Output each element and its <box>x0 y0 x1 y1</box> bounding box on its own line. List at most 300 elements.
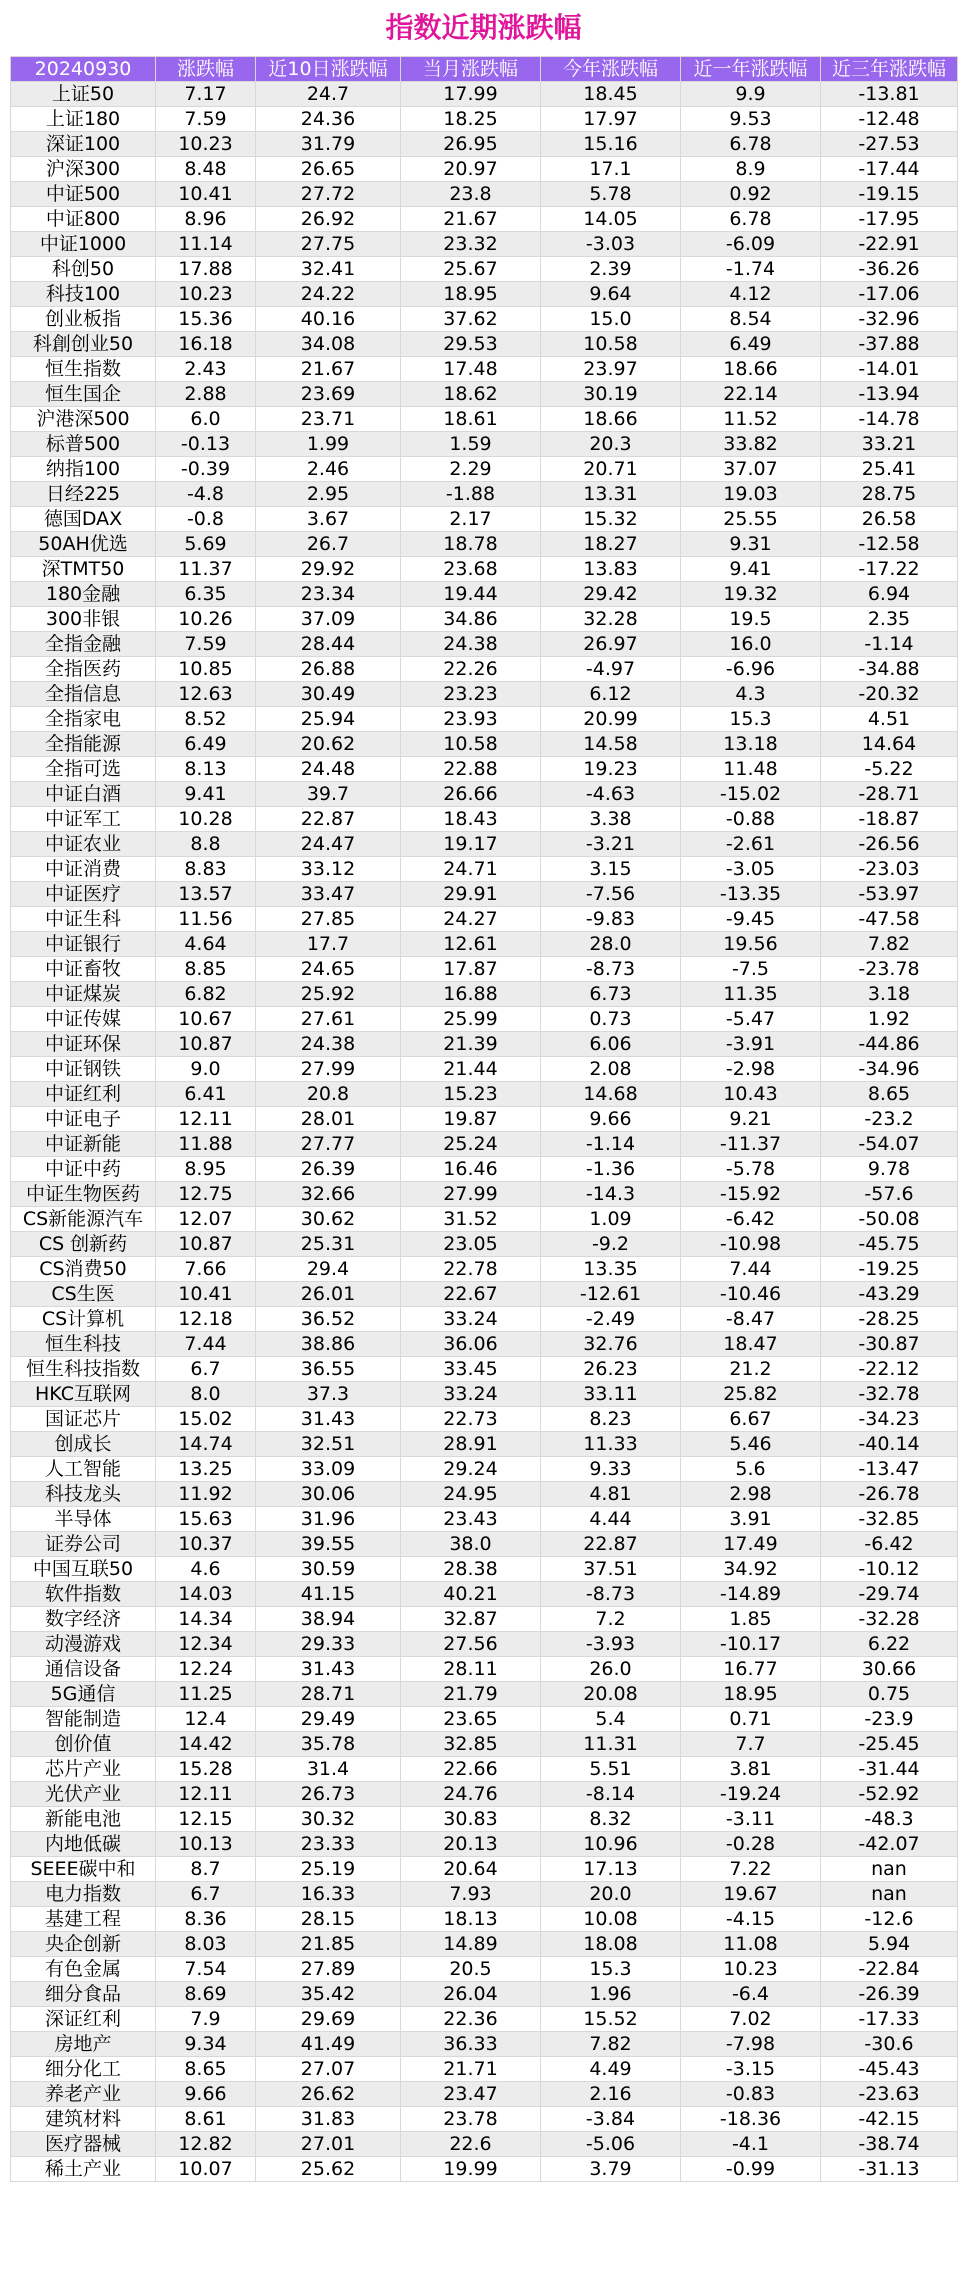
value-cell: 23.68 <box>401 557 541 582</box>
value-cell: 22.88 <box>401 757 541 782</box>
value-cell: 20.97 <box>401 157 541 182</box>
value-cell: 7.9 <box>156 2007 256 2032</box>
value-cell: -1.88 <box>401 482 541 507</box>
table-row <box>11 1582 958 1607</box>
value-cell: 2.46 <box>256 457 401 482</box>
table-row <box>11 107 958 132</box>
value-cell: 7.02 <box>681 2007 821 2032</box>
value-cell: 26.65 <box>256 157 401 182</box>
value-cell: 28.38 <box>401 1557 541 1582</box>
value-cell: 36.33 <box>401 2032 541 2057</box>
value-cell: nan <box>821 1857 958 1882</box>
value-cell: 25.67 <box>401 257 541 282</box>
value-cell: 32.28 <box>541 607 681 632</box>
value-cell: 12.11 <box>156 1107 256 1132</box>
value-cell: 23.78 <box>401 2107 541 2132</box>
value-cell: -5.06 <box>541 2132 681 2157</box>
value-cell: 4.64 <box>156 932 256 957</box>
table-row <box>11 1057 958 1082</box>
index-name-cell: 内地低碳 <box>11 1832 156 1857</box>
value-cell: 25.62 <box>256 2157 401 2182</box>
value-cell: 10.08 <box>541 1907 681 1932</box>
value-cell: -1.74 <box>681 257 821 282</box>
value-cell: 2.43 <box>156 357 256 382</box>
value-cell: 25.31 <box>256 1232 401 1257</box>
value-cell: 9.31 <box>681 532 821 557</box>
value-cell: -57.6 <box>821 1182 958 1207</box>
value-cell: 6.7 <box>156 1882 256 1907</box>
value-cell: -5.78 <box>681 1157 821 1182</box>
value-cell: 17.88 <box>156 257 256 282</box>
value-cell: 12.63 <box>156 682 256 707</box>
value-cell: -14.89 <box>681 1582 821 1607</box>
value-cell: 11.33 <box>541 1432 681 1457</box>
table-row <box>11 857 958 882</box>
value-cell: 17.87 <box>401 957 541 982</box>
value-cell: 31.43 <box>256 1657 401 1682</box>
value-cell: 15.36 <box>156 307 256 332</box>
value-cell: 9.66 <box>156 2082 256 2107</box>
value-cell: 25.99 <box>401 1007 541 1032</box>
value-cell: 23.97 <box>541 357 681 382</box>
index-name-cell: 动漫游戏 <box>11 1632 156 1657</box>
value-cell: 34.86 <box>401 607 541 632</box>
value-cell: 21.71 <box>401 2057 541 2082</box>
value-cell: 18.27 <box>541 532 681 557</box>
value-cell: 23.65 <box>401 1707 541 1732</box>
table-row <box>11 1507 958 1532</box>
value-cell: 26.23 <box>541 1357 681 1382</box>
value-cell: 27.99 <box>401 1182 541 1207</box>
table-row <box>11 507 958 532</box>
value-cell: -1.14 <box>541 1132 681 1157</box>
value-cell: 23.43 <box>401 1507 541 1532</box>
value-cell: 19.5 <box>681 607 821 632</box>
value-cell: 6.06 <box>541 1032 681 1057</box>
index-name-cell: 细分食品 <box>11 1982 156 2007</box>
index-name-cell: 细分化工 <box>11 2057 156 2082</box>
value-cell: -27.53 <box>821 132 958 157</box>
table-row <box>11 232 958 257</box>
value-cell: 5.6 <box>681 1457 821 1482</box>
value-cell: 36.52 <box>256 1307 401 1332</box>
value-cell: -8.47 <box>681 1307 821 1332</box>
table-row <box>11 1657 958 1682</box>
value-cell: 26.97 <box>541 632 681 657</box>
index-name-cell: 恒生科技 <box>11 1332 156 1357</box>
value-cell: -8.73 <box>541 1582 681 1607</box>
value-cell: 1.09 <box>541 1207 681 1232</box>
value-cell: 10.37 <box>156 1532 256 1557</box>
table-row <box>11 1332 958 1357</box>
value-cell: 33.12 <box>256 857 401 882</box>
value-cell: 6.49 <box>681 332 821 357</box>
value-cell: 26.92 <box>256 207 401 232</box>
value-cell: 19.32 <box>681 582 821 607</box>
table-row <box>11 1957 958 1982</box>
value-cell: 15.52 <box>541 2007 681 2032</box>
column-header: 今年涨跌幅 <box>541 57 681 82</box>
value-cell: -7.98 <box>681 2032 821 2057</box>
value-cell: 32.87 <box>401 1607 541 1632</box>
table-row <box>11 1882 958 1907</box>
value-cell: 30.06 <box>256 1482 401 1507</box>
index-name-cell: 中证银行 <box>11 932 156 957</box>
value-cell: 25.92 <box>256 982 401 1007</box>
value-cell: 9.78 <box>821 1157 958 1182</box>
index-name-cell: 建筑材料 <box>11 2107 156 2132</box>
value-cell: 6.67 <box>681 1407 821 1432</box>
value-cell: -23.78 <box>821 957 958 982</box>
value-cell: -5.22 <box>821 757 958 782</box>
value-cell: 27.07 <box>256 2057 401 2082</box>
value-cell: -15.02 <box>681 782 821 807</box>
value-cell: 30.62 <box>256 1207 401 1232</box>
value-cell: 37.3 <box>256 1382 401 1407</box>
table-row <box>11 1407 958 1432</box>
value-cell: 3.15 <box>541 857 681 882</box>
value-cell: 24.22 <box>256 282 401 307</box>
value-cell: 10.43 <box>681 1082 821 1107</box>
value-cell: 10.96 <box>541 1832 681 1857</box>
value-cell: 17.97 <box>541 107 681 132</box>
value-cell: 14.89 <box>401 1932 541 1957</box>
value-cell: -3.91 <box>681 1032 821 1057</box>
value-cell: 7.66 <box>156 1257 256 1282</box>
value-cell: 21.79 <box>401 1682 541 1707</box>
value-cell: 8.65 <box>156 2057 256 2082</box>
index-name-cell: 恒生科技指数 <box>11 1357 156 1382</box>
value-cell: -8.14 <box>541 1782 681 1807</box>
value-cell: -14.01 <box>821 357 958 382</box>
value-cell: -17.33 <box>821 2007 958 2032</box>
value-cell: 41.15 <box>256 1582 401 1607</box>
value-cell: 12.18 <box>156 1307 256 1332</box>
value-cell: 3.91 <box>681 1507 821 1532</box>
value-cell: 18.62 <box>401 382 541 407</box>
index-name-cell: 中国互联50 <box>11 1557 156 1582</box>
index-name-cell: 科技龙头 <box>11 1482 156 1507</box>
value-cell: 30.32 <box>256 1807 401 1832</box>
value-cell: 14.58 <box>541 732 681 757</box>
table-row <box>11 657 958 682</box>
value-cell: 27.72 <box>256 182 401 207</box>
index-name-cell: 深证红利 <box>11 2007 156 2032</box>
table-row <box>11 407 958 432</box>
value-cell: -38.74 <box>821 2132 958 2157</box>
index-name-cell: 中证红利 <box>11 1082 156 1107</box>
value-cell: 37.62 <box>401 307 541 332</box>
value-cell: -7.5 <box>681 957 821 982</box>
value-cell: 11.48 <box>681 757 821 782</box>
value-cell: 38.86 <box>256 1332 401 1357</box>
value-cell: 10.58 <box>541 332 681 357</box>
table-row <box>11 2032 958 2057</box>
value-cell: -4.63 <box>541 782 681 807</box>
value-cell: 8.85 <box>156 957 256 982</box>
value-cell: 26.88 <box>256 657 401 682</box>
table-row <box>11 632 958 657</box>
value-cell: 4.12 <box>681 282 821 307</box>
value-cell: 16.33 <box>256 1882 401 1907</box>
value-cell: 2.29 <box>401 457 541 482</box>
value-cell: 10.07 <box>156 2157 256 2182</box>
value-cell: 15.32 <box>541 507 681 532</box>
value-cell: 20.8 <box>256 1082 401 1107</box>
value-cell: -34.96 <box>821 1057 958 1082</box>
value-cell: 8.48 <box>156 157 256 182</box>
value-cell: -26.39 <box>821 1982 958 2007</box>
value-cell: nan <box>821 1882 958 1907</box>
value-cell: 27.01 <box>256 2132 401 2157</box>
value-cell: 6.94 <box>821 582 958 607</box>
value-cell: 22.66 <box>401 1757 541 1782</box>
value-cell: -7.56 <box>541 882 681 907</box>
value-cell: 19.03 <box>681 482 821 507</box>
value-cell: 13.18 <box>681 732 821 757</box>
value-cell: 31.4 <box>256 1757 401 1782</box>
value-cell: 11.25 <box>156 1682 256 1707</box>
index-name-cell: SEEE碳中和 <box>11 1857 156 1882</box>
value-cell: 6.12 <box>541 682 681 707</box>
value-cell: -17.44 <box>821 157 958 182</box>
value-cell: -17.95 <box>821 207 958 232</box>
index-name-cell: CS新能源汽车 <box>11 1207 156 1232</box>
value-cell: 36.06 <box>401 1332 541 1357</box>
value-cell: 7.44 <box>156 1332 256 1357</box>
value-cell: 29.49 <box>256 1707 401 1732</box>
value-cell: 7.54 <box>156 1957 256 1982</box>
table-row <box>11 1832 958 1857</box>
value-cell: 1.59 <box>401 432 541 457</box>
table-row <box>11 957 958 982</box>
table-row <box>11 557 958 582</box>
index-name-cell: 稀土产业 <box>11 2157 156 2182</box>
value-cell: 18.61 <box>401 407 541 432</box>
value-cell: 2.39 <box>541 257 681 282</box>
value-cell: 31.83 <box>256 2107 401 2132</box>
value-cell: -44.86 <box>821 1032 958 1057</box>
index-name-cell: HKC互联网 <box>11 1382 156 1407</box>
value-cell: 6.78 <box>681 132 821 157</box>
value-cell: 6.73 <box>541 982 681 1007</box>
value-cell: -9.45 <box>681 907 821 932</box>
index-name-cell: 科創创业50 <box>11 332 156 357</box>
index-name-cell: 沪深300 <box>11 157 156 182</box>
value-cell: -6.4 <box>681 1982 821 2007</box>
value-cell: 23.69 <box>256 382 401 407</box>
value-cell: -45.75 <box>821 1232 958 1257</box>
value-cell: 16.0 <box>681 632 821 657</box>
value-cell: 8.8 <box>156 832 256 857</box>
value-cell: 15.0 <box>541 307 681 332</box>
value-cell: 11.35 <box>681 982 821 1007</box>
value-cell: -23.03 <box>821 857 958 882</box>
value-cell: 21.67 <box>401 207 541 232</box>
index-name-cell: 中证医疗 <box>11 882 156 907</box>
table-body <box>11 82 958 2182</box>
value-cell: -8.73 <box>541 957 681 982</box>
value-cell: -13.47 <box>821 1457 958 1482</box>
value-cell: 15.02 <box>156 1407 256 1432</box>
value-cell: -9.83 <box>541 907 681 932</box>
index-name-cell: 中证环保 <box>11 1032 156 1057</box>
value-cell: 10.87 <box>156 1032 256 1057</box>
value-cell: 18.43 <box>401 807 541 832</box>
table-row <box>11 2082 958 2107</box>
value-cell: 20.62 <box>256 732 401 757</box>
value-cell: 2.17 <box>401 507 541 532</box>
value-cell: 18.08 <box>541 1932 681 1957</box>
index-name-cell: 深TMT50 <box>11 557 156 582</box>
index-name-cell: 中证生科 <box>11 907 156 932</box>
value-cell: -10.12 <box>821 1557 958 1582</box>
value-cell: 12.15 <box>156 1807 256 1832</box>
value-cell: 29.69 <box>256 2007 401 2032</box>
value-cell: 0.75 <box>821 1682 958 1707</box>
value-cell: 9.66 <box>541 1107 681 1132</box>
value-cell: -6.42 <box>821 1532 958 1557</box>
table-row <box>11 732 958 757</box>
value-cell: 27.75 <box>256 232 401 257</box>
value-cell: 14.74 <box>156 1432 256 1457</box>
value-cell: -31.44 <box>821 1757 958 1782</box>
value-cell: 25.41 <box>821 457 958 482</box>
value-cell: -22.84 <box>821 1957 958 1982</box>
value-cell: 8.03 <box>156 1932 256 1957</box>
value-cell: 8.61 <box>156 2107 256 2132</box>
index-name-cell: 中证白酒 <box>11 782 156 807</box>
value-cell: 8.83 <box>156 857 256 882</box>
value-cell: 5.4 <box>541 1707 681 1732</box>
index-name-cell: 中证钢铁 <box>11 1057 156 1082</box>
value-cell: 9.53 <box>681 107 821 132</box>
value-cell: 0.92 <box>681 182 821 207</box>
value-cell: 4.49 <box>541 2057 681 2082</box>
value-cell: 10.13 <box>156 1832 256 1857</box>
value-cell: 11.92 <box>156 1482 256 1507</box>
value-cell: 9.34 <box>156 2032 256 2057</box>
table-row <box>11 332 958 357</box>
value-cell: 19.99 <box>401 2157 541 2182</box>
value-cell: 7.44 <box>681 1257 821 1282</box>
value-cell: -28.71 <box>821 782 958 807</box>
value-cell: -4.8 <box>156 482 256 507</box>
value-cell: -29.74 <box>821 1582 958 1607</box>
value-cell: 6.7 <box>156 1357 256 1382</box>
value-cell: 13.31 <box>541 482 681 507</box>
value-cell: 38.0 <box>401 1532 541 1557</box>
value-cell: 20.71 <box>541 457 681 482</box>
value-cell: 4.3 <box>681 682 821 707</box>
table-row <box>11 182 958 207</box>
value-cell: 19.67 <box>681 1882 821 1907</box>
value-cell: 39.7 <box>256 782 401 807</box>
value-cell: -4.1 <box>681 2132 821 2157</box>
value-cell: 24.71 <box>401 857 541 882</box>
value-cell: 29.42 <box>541 582 681 607</box>
index-name-cell: 养老产业 <box>11 2082 156 2107</box>
value-cell: 23.47 <box>401 2082 541 2107</box>
value-cell: 1.92 <box>821 1007 958 1032</box>
value-cell: 26.39 <box>256 1157 401 1182</box>
value-cell: 24.48 <box>256 757 401 782</box>
value-cell: 14.03 <box>156 1582 256 1607</box>
table-row <box>11 457 958 482</box>
value-cell: 22.73 <box>401 1407 541 1432</box>
index-name-cell: 证券公司 <box>11 1532 156 1557</box>
value-cell: 37.09 <box>256 607 401 632</box>
index-name-cell: 医疗器械 <box>11 2132 156 2157</box>
value-cell: 23.71 <box>256 407 401 432</box>
value-cell: -0.13 <box>156 432 256 457</box>
value-cell: 35.42 <box>256 1982 401 2007</box>
value-cell: 11.88 <box>156 1132 256 1157</box>
value-cell: 25.24 <box>401 1132 541 1157</box>
value-cell: 23.93 <box>401 707 541 732</box>
value-cell: 16.88 <box>401 982 541 1007</box>
table-row <box>11 1457 958 1482</box>
index-name-cell: 智能制造 <box>11 1707 156 1732</box>
value-cell: -11.37 <box>681 1132 821 1157</box>
value-cell: 8.52 <box>156 707 256 732</box>
value-cell: 17.49 <box>681 1532 821 1557</box>
value-cell: -31.13 <box>821 2157 958 2182</box>
value-cell: 31.79 <box>256 132 401 157</box>
table-row <box>11 532 958 557</box>
value-cell: 24.76 <box>401 1782 541 1807</box>
value-cell: 33.24 <box>401 1382 541 1407</box>
index-name-cell: 芯片产业 <box>11 1757 156 1782</box>
value-cell: 27.99 <box>256 1057 401 1082</box>
value-cell: 37.07 <box>681 457 821 482</box>
value-cell: 12.24 <box>156 1657 256 1682</box>
value-cell: 18.66 <box>541 407 681 432</box>
value-cell: 9.33 <box>541 1457 681 1482</box>
value-cell: 2.88 <box>156 382 256 407</box>
value-cell: 27.89 <box>256 1957 401 1982</box>
value-cell: 15.63 <box>156 1507 256 1532</box>
index-name-cell: 软件指数 <box>11 1582 156 1607</box>
index-name-cell: 中证新能 <box>11 1132 156 1157</box>
value-cell: 0.73 <box>541 1007 681 1032</box>
index-name-cell: 300非银 <box>11 607 156 632</box>
value-cell: 11.52 <box>681 407 821 432</box>
value-cell: 5.46 <box>681 1432 821 1457</box>
value-cell: 12.4 <box>156 1707 256 1732</box>
value-cell: 18.95 <box>401 282 541 307</box>
value-cell: 10.28 <box>156 807 256 832</box>
value-cell: 8.36 <box>156 1907 256 1932</box>
value-cell: 19.17 <box>401 832 541 857</box>
value-cell: 6.49 <box>156 732 256 757</box>
value-cell: -1.14 <box>821 632 958 657</box>
value-cell: 14.42 <box>156 1732 256 1757</box>
index-name-cell: 半导体 <box>11 1507 156 1532</box>
value-cell: 7.2 <box>541 1607 681 1632</box>
value-cell: -19.15 <box>821 182 958 207</box>
index-name-cell: 电力指数 <box>11 1882 156 1907</box>
value-cell: -0.83 <box>681 2082 821 2107</box>
value-cell: 24.95 <box>401 1482 541 1507</box>
value-cell: 32.85 <box>401 1732 541 1757</box>
value-cell: 22.67 <box>401 1282 541 1307</box>
value-cell: 7.7 <box>681 1732 821 1757</box>
value-cell: 22.87 <box>541 1532 681 1557</box>
value-cell: 10.23 <box>156 132 256 157</box>
index-name-cell: 中证电子 <box>11 1107 156 1132</box>
index-name-cell: 全指可选 <box>11 757 156 782</box>
